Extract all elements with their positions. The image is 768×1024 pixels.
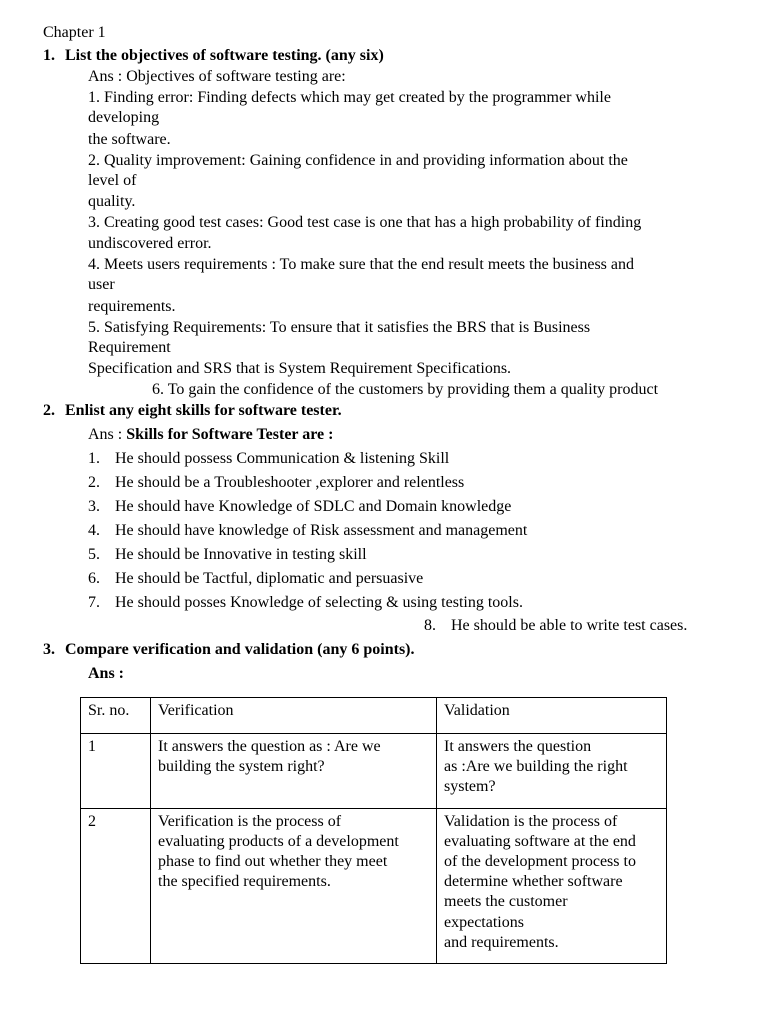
header-verification: Verification — [151, 698, 437, 734]
table-row — [81, 734, 667, 809]
table-header-row — [81, 698, 667, 734]
cell-line: It answers the question — [444, 738, 592, 755]
q1-line: 2. Quality improvement: Gaining confidence in and providing information about the — [88, 152, 628, 169]
skill-number: 2. — [88, 474, 100, 491]
skill-text: He should have Knowledge of SDLC and Domain knowledge — [115, 498, 512, 515]
cell-line: It answers the question as : Are we — [158, 738, 381, 755]
cell-line: evaluating software at the end — [444, 832, 636, 850]
comparison-table — [80, 697, 667, 964]
question-3-number: 3. — [43, 641, 55, 658]
q1-line: 1. Finding error: Finding defects which may get created by the programmer while — [88, 89, 611, 106]
cell-line: meets the customer — [444, 893, 568, 911]
question-1-number: 1. — [43, 47, 55, 64]
q1-line: 5. Satisfying Requirements: To ensure that it satisfies the BRS that is Business — [88, 319, 591, 336]
q1-line: 3. Creating good test cases: Good test case is one that has a high probability of finding — [88, 214, 642, 231]
skill-text: He should be able to write test cases. — [451, 617, 688, 634]
q1-line: 4. Meets users requirements : To make sure that the end result meets the business and — [88, 256, 635, 273]
row-sr-no: 2 — [81, 808, 151, 963]
cell-line: determine whether software — [444, 873, 623, 891]
skill-text: He should be Tactful, diplomatic and persuasive — [115, 570, 424, 587]
question-2-text: Enlist any eight skills for software tester. — [65, 402, 342, 419]
cell-line: expectations — [444, 913, 524, 931]
chapter-title: Chapter 1 — [43, 24, 106, 41]
skill-number: 5. — [88, 546, 100, 563]
cell-line: the specified requirements. — [158, 873, 331, 891]
skill-number: 7. — [88, 594, 100, 611]
skill-number: 1. — [88, 450, 100, 467]
table-row — [81, 808, 667, 963]
q1-answer-intro: Ans : Objectives of software testing are: — [88, 68, 346, 85]
skill-text: He should have knowledge of Risk assessment and management — [115, 522, 528, 539]
row-validation — [437, 808, 667, 963]
row-sr-no: 1 — [81, 734, 151, 809]
cell-line: system? — [444, 778, 496, 796]
q1-line: the software. — [88, 131, 171, 148]
q1-line: undiscovered error. — [88, 235, 212, 252]
question-3-text: Compare verification and validation (any 6 points). — [65, 641, 415, 658]
skill-text: He should be a Troubleshooter ,explorer and relentless — [115, 474, 465, 491]
question-2-number: 2. — [43, 402, 55, 419]
cell-line: phase to find out whether they meet — [158, 853, 388, 871]
cell-line: Verification is the process of — [158, 812, 342, 830]
skill-number: 8. — [424, 617, 436, 634]
row-verification — [151, 808, 437, 963]
row-validation — [437, 734, 667, 809]
skill-number: 3. — [88, 498, 100, 515]
question-1-text: List the objectives of software testing. (any six) — [65, 47, 384, 64]
skill-number: 4. — [88, 522, 100, 539]
q2-answer-heading: Skills for Software Tester are : — [126, 426, 334, 443]
header-validation: Validation — [437, 698, 667, 734]
cell-line: Validation is the process of — [444, 812, 618, 830]
cell-line: as :Are we building the right — [444, 758, 628, 776]
q3-answer-label: Ans : — [88, 665, 125, 682]
skill-text: He should be Innovative in testing skill — [115, 546, 367, 563]
skill-number: 6. — [88, 570, 100, 587]
q1-line: Specification and SRS that is System Requirement Specifications. — [88, 360, 512, 377]
row-verification — [151, 734, 437, 809]
q2-answer-prefix: Ans : — [88, 426, 127, 443]
skill-text: He should posses Knowledge of selecting & using testing tools. — [115, 594, 523, 611]
q2-answer-intro — [88, 425, 333, 446]
q1-line: developing — [88, 109, 160, 126]
cell-line: of the development process to — [444, 853, 636, 871]
cell-line: evaluating products of a development — [158, 832, 399, 850]
cell-line: and requirements. — [444, 933, 559, 951]
q1-item-6: 6. To gain the confidence of the customers by providing them a quality product — [152, 381, 659, 398]
q1-line: Requirement — [88, 339, 171, 356]
q1-line: level of — [88, 172, 137, 189]
header-sr-no: Sr. no. — [81, 698, 151, 734]
cell-line: building the system right? — [158, 758, 325, 776]
q1-line: user — [88, 276, 115, 293]
skill-text: He should possess Communication & listening Skill — [115, 450, 450, 467]
q1-line: quality. — [88, 193, 136, 210]
q1-line: requirements. — [88, 298, 176, 315]
